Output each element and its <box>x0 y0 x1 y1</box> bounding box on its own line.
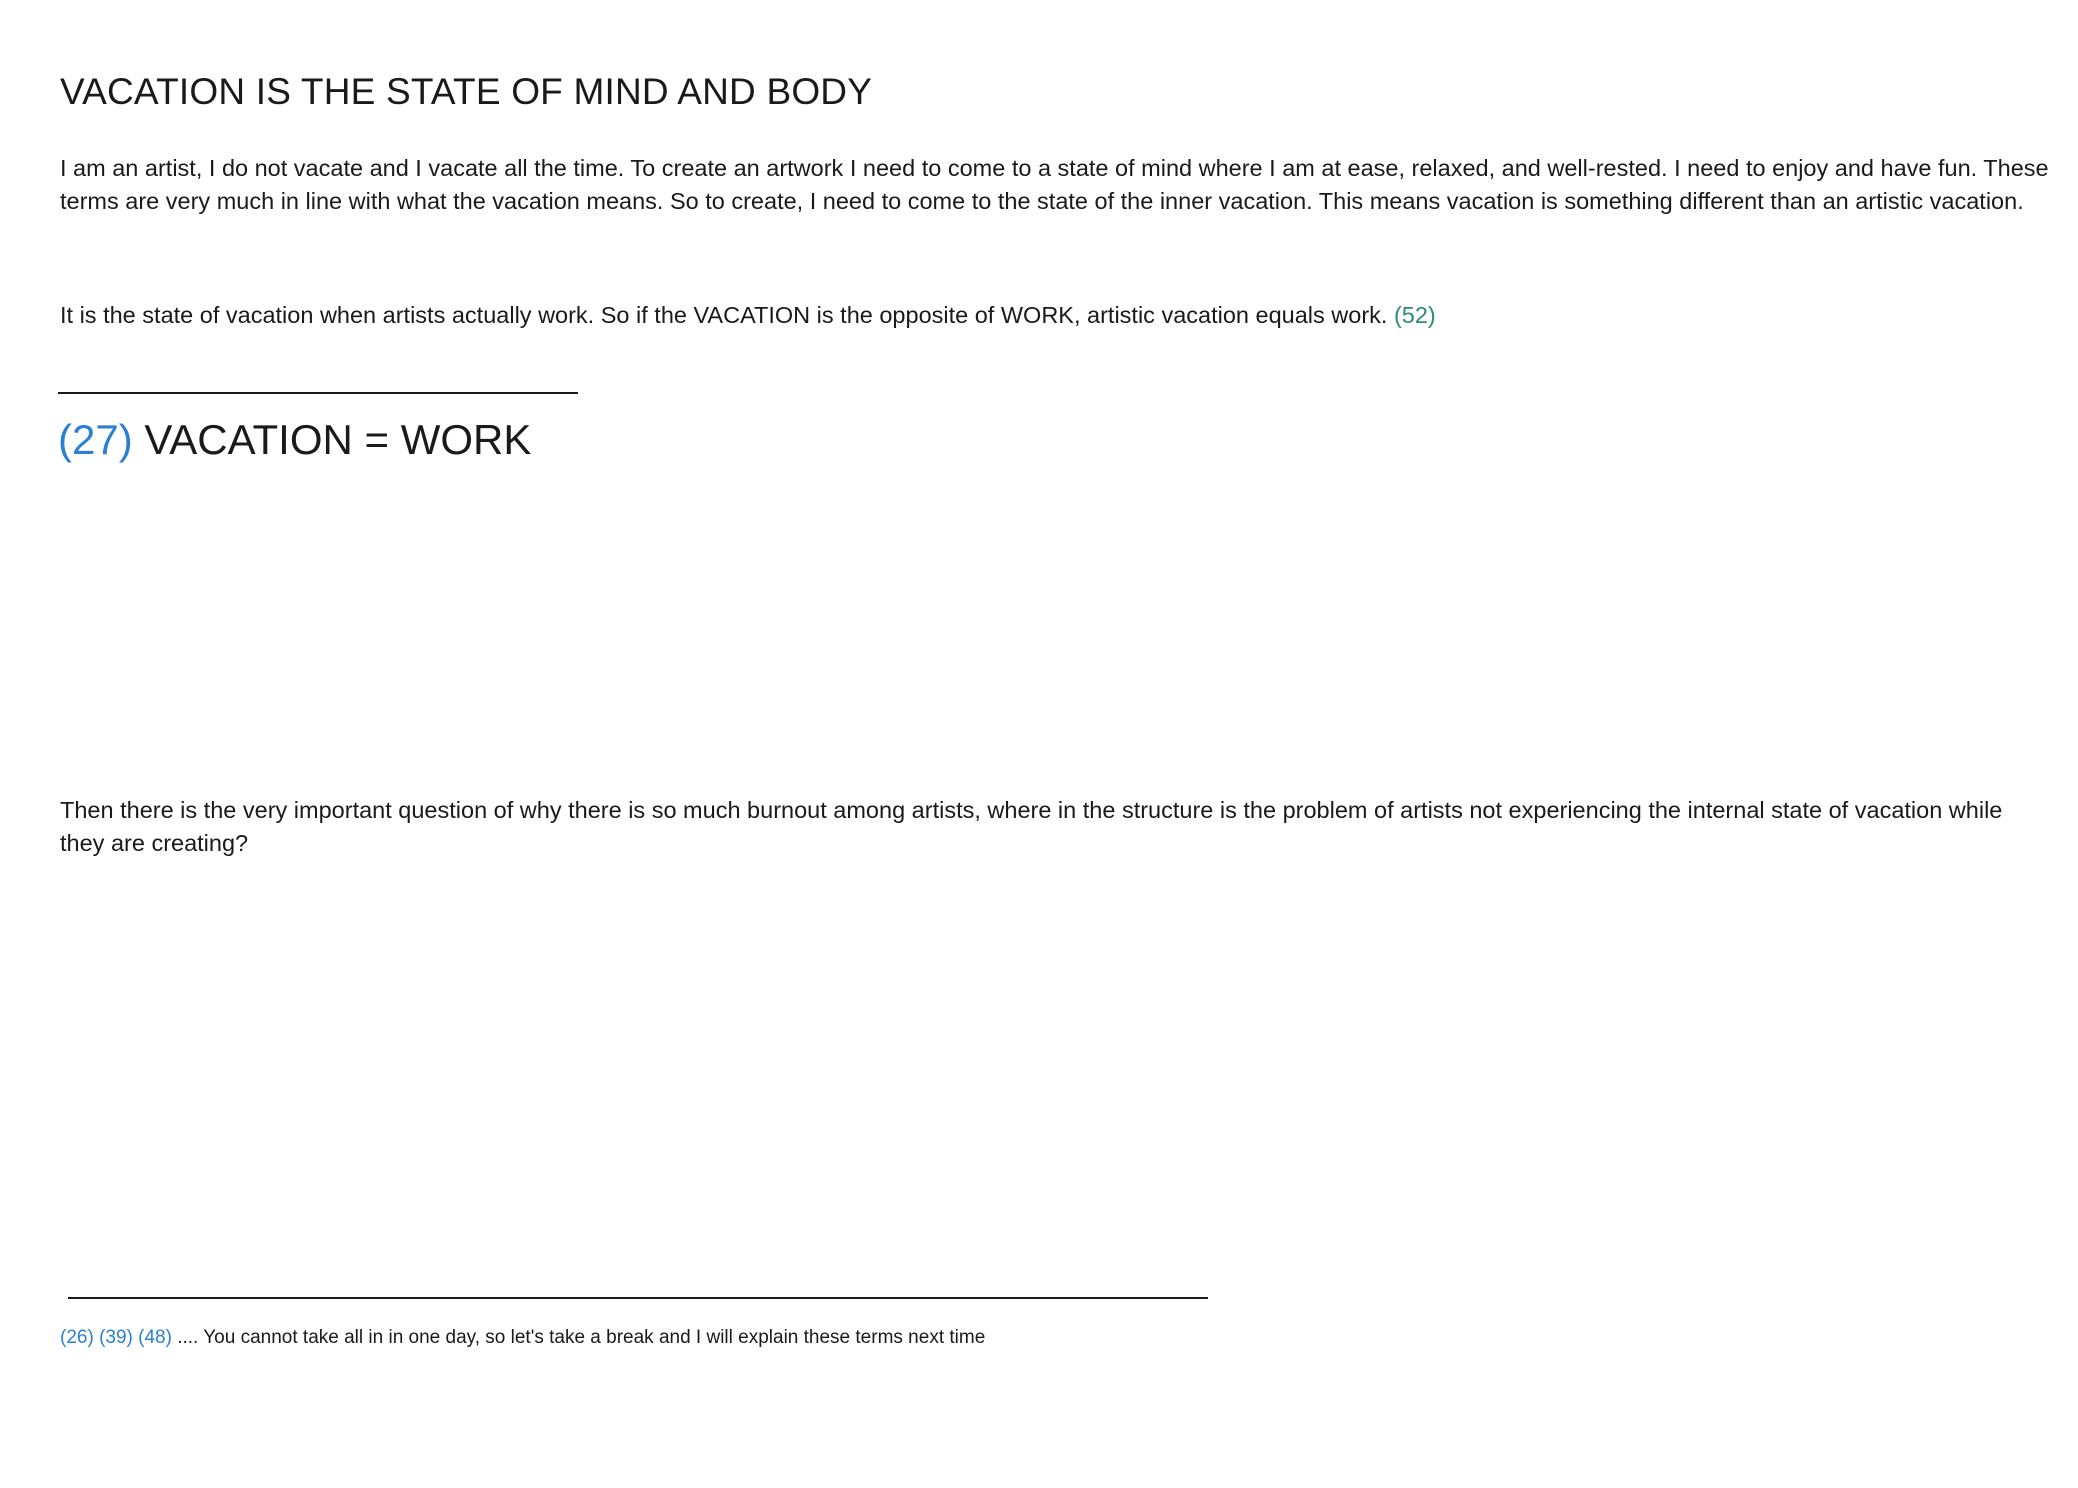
body-paragraph-2 <box>60 299 2020 332</box>
paragraph-2-text: It is the state of vacation when artists actually work. So if the VACATION is the opposite of WORK, artistic vacation equals work. <box>60 301 1388 328</box>
equation-block <box>58 415 531 465</box>
equation-reference-number: (27) <box>58 416 133 463</box>
footnote <box>60 1325 985 1351</box>
page-title: VACATION IS THE STATE OF MIND AND BODY <box>60 70 873 112</box>
body-paragraph-1: I am an artist, I do not vacate and I vacate all the time. To create an artwork I need to come to a state of mind where I am at ease, relaxed, and well-rested. I need to enjoy and have fun. These terms are very much in line with what the vacation means. So to create, I need to come to the state of the inner vacation. This means vacation is something different than an artistic vacation. <box>60 154 2049 214</box>
equation-expression: VACATION = WORK <box>144 416 532 463</box>
footnote-text: .... You cannot take all in in one day, so let's take a break and I will explain these terms next time <box>177 1327 986 1348</box>
body-paragraph-3: Then there is the very important question of why there is so much burnout among artists, where in the structure is the problem of artists not experiencing the internal state of vacation while they are creating? <box>60 796 2003 856</box>
equation-divider-rule <box>58 392 578 394</box>
reference-52: (52) <box>1393 301 1436 328</box>
footnote-divider-rule <box>68 1297 1208 1299</box>
footnote-reference-numbers: (26) (39) (48) <box>60 1327 172 1348</box>
